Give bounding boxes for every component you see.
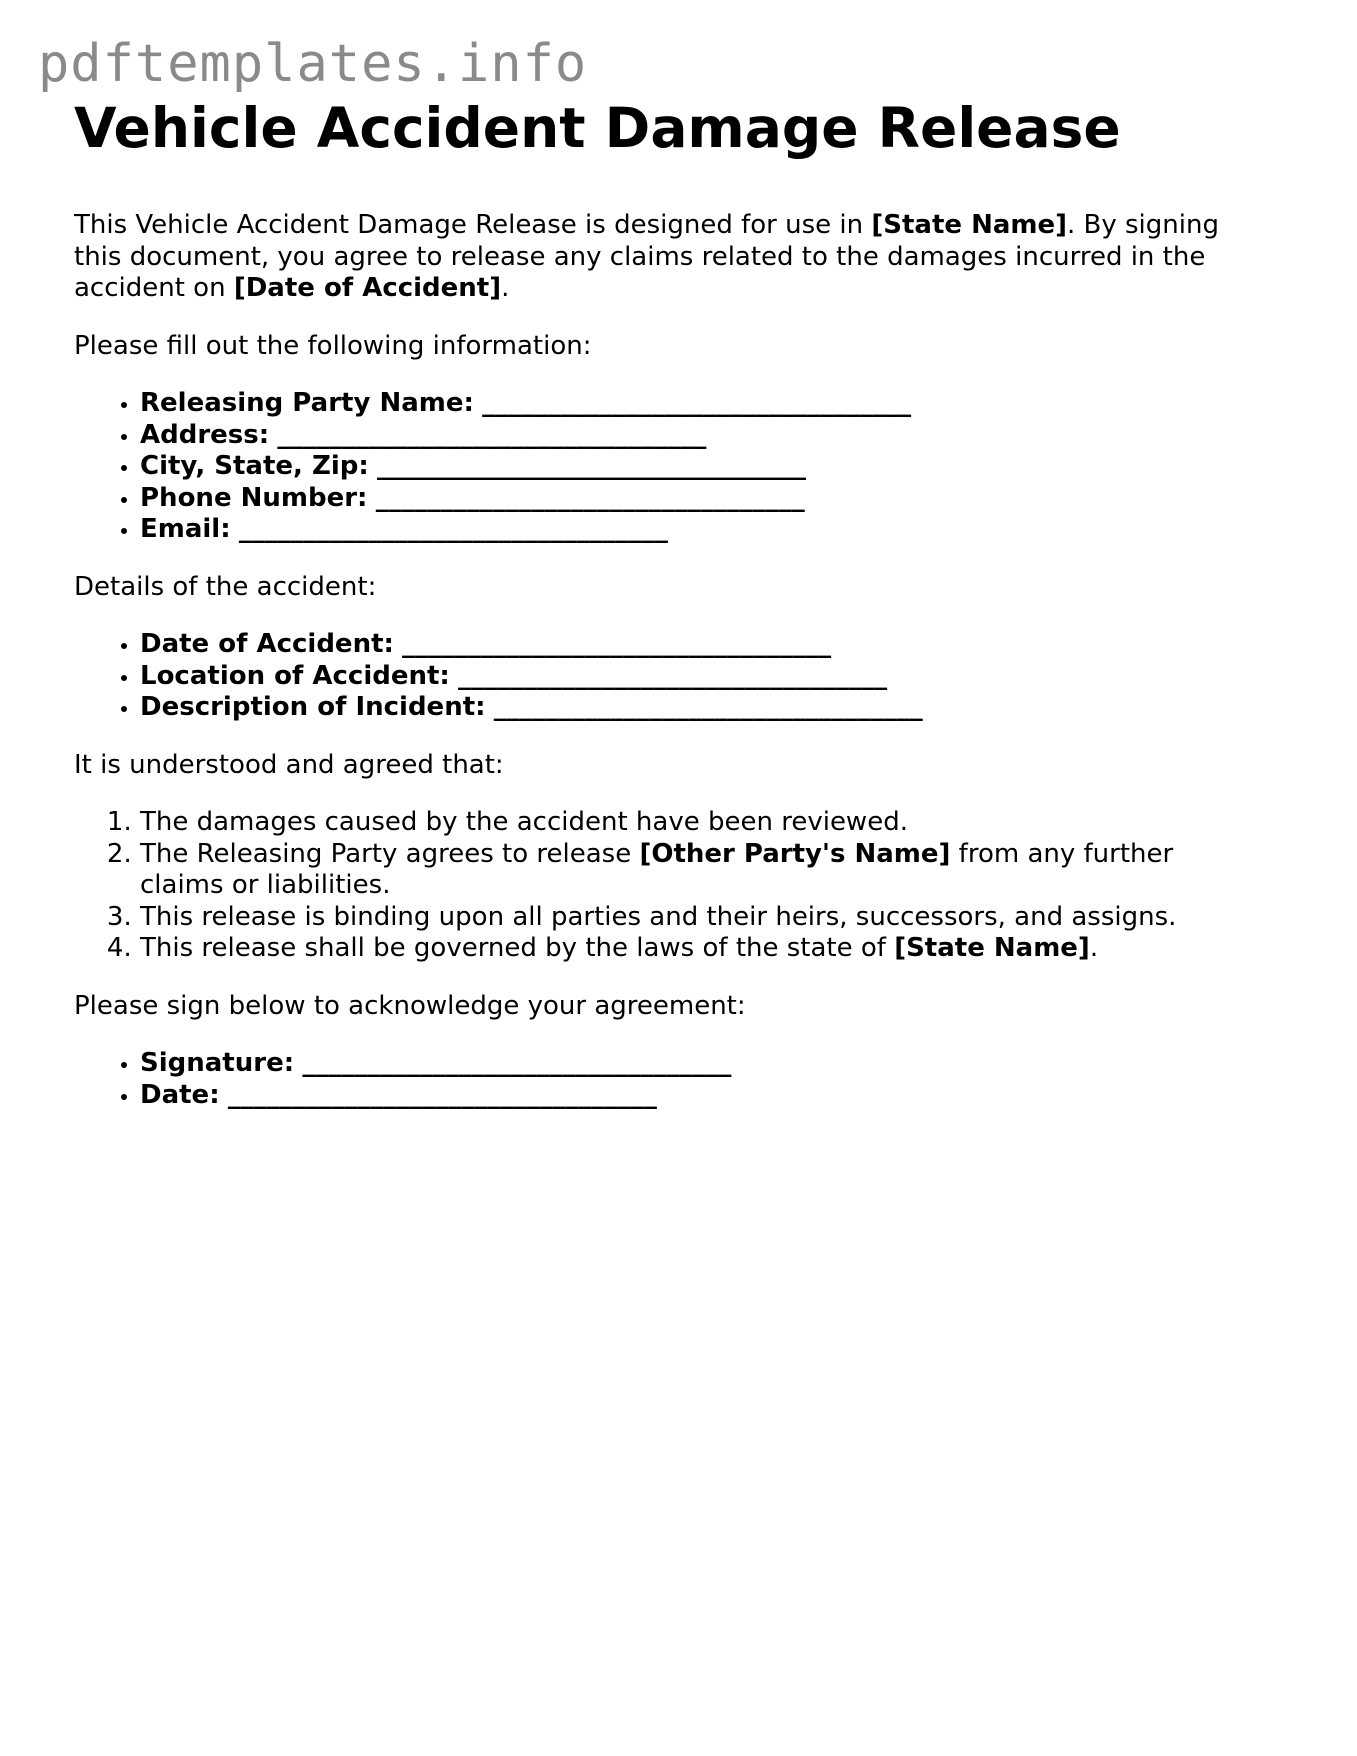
blank-line: _________________________________: [277, 419, 707, 450]
field-phone-number[interactable]: • Phone Number: _________________________________: [140, 483, 1254, 515]
blank-line: _________________________________: [238, 514, 668, 544]
term-2: 2. The Releasing Party agrees to release [Other Party's Name] from any further claims or liabilities.: [140, 839, 1254, 902]
blank-line: _________________________________: [482, 388, 912, 418]
term-4: 4. This release shall be governed by the laws of the state of [State Name].: [140, 933, 1254, 965]
blank-line: _________________________________: [375, 482, 805, 513]
field-email[interactable]: • Email: _________________________________: [140, 514, 1254, 546]
term-3: 3. This release is binding upon all parties and their heirs, successors, and assigns.: [140, 902, 1254, 934]
sign-prompt: Please sign below to acknowledge your agreement:: [74, 990, 746, 1021]
page-title: Vehicle Accident Damage Release: [74, 96, 1121, 160]
state-name-placeholder: [State Name]: [871, 210, 1067, 240]
other-party-placeholder: [Other Party's Name]: [639, 838, 951, 869]
field-city-state-zip[interactable]: • City, State, Zip: _________________________________: [140, 451, 1254, 483]
accident-date-placeholder: [Date of Accident]: [233, 273, 502, 303]
blank-line: _________________________________: [458, 660, 888, 691]
field-description-of-incident[interactable]: • Description of Incident: _________________________________: [140, 692, 1254, 724]
accident-details-list: [74, 629, 1254, 724]
intro-paragraph: This Vehicle Accident Damage Release is designed for use in [State Name]. By signing this document, you agree to release any claims related to the damages incurred in the accident on [Date of Accident].: [74, 210, 1219, 303]
party-info-list: [74, 388, 1254, 546]
field-releasing-party-name[interactable]: • Releasing Party Name: _________________________________: [140, 388, 1254, 420]
document-page: [74, 96, 1254, 1111]
blank-line: _________________________________: [377, 451, 807, 481]
signature-list: [74, 1048, 1254, 1111]
blank-line: _________________________________: [302, 1048, 732, 1078]
blank-line: _________________________________: [493, 692, 923, 722]
field-date-of-accident[interactable]: • Date of Accident: _________________________________: [140, 629, 1254, 661]
watermark: pdftemplates.info: [38, 34, 588, 94]
terms-list: [74, 807, 1254, 965]
details-prompt: Details of the accident:: [74, 571, 377, 602]
agreed-prompt: It is understood and agreed that:: [74, 749, 504, 780]
term-1: 1. The damages caused by the accident have been reviewed.: [140, 807, 1254, 839]
blank-line: _________________________________: [227, 1079, 657, 1110]
blank-line: _________________________________: [402, 629, 832, 659]
field-address[interactable]: • Address: _________________________________: [140, 420, 1254, 452]
fill-prompt: Please fill out the following information:: [74, 330, 592, 361]
field-date[interactable]: • Date: _________________________________: [140, 1080, 1254, 1112]
field-signature[interactable]: • Signature: _________________________________: [140, 1048, 1254, 1080]
state-name-placeholder: [State Name]: [894, 933, 1090, 963]
field-location-of-accident[interactable]: • Location of Accident: _________________________________: [140, 661, 1254, 693]
